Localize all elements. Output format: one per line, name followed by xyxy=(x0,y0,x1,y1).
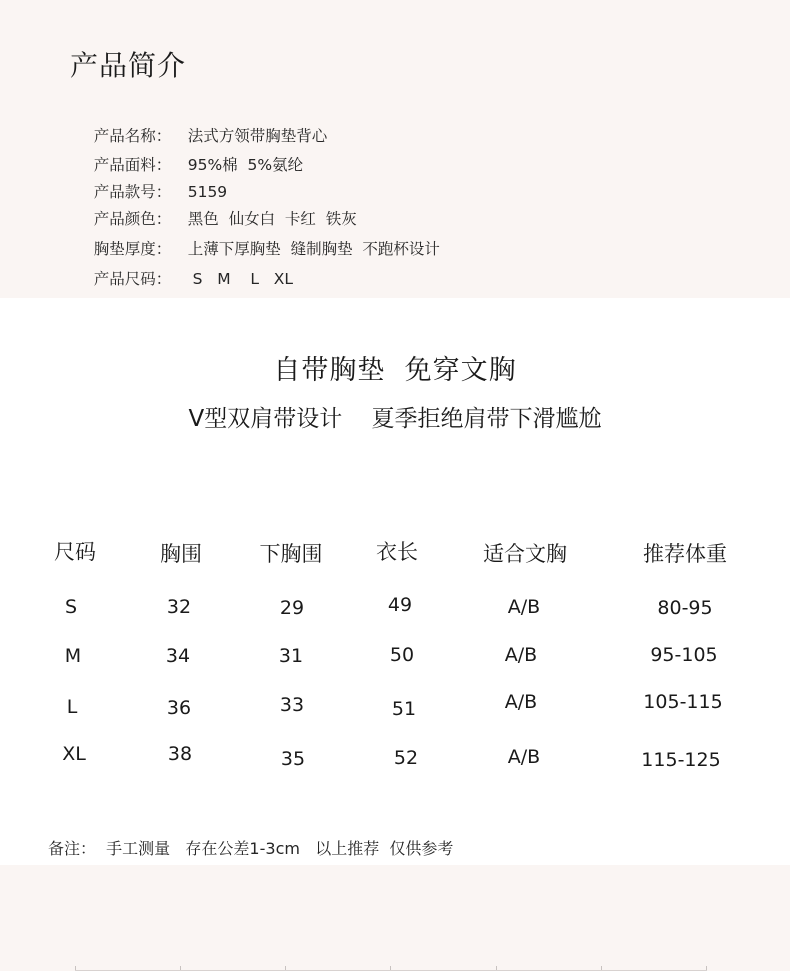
table-cell: S xyxy=(64,596,78,618)
column-header: 下胸围 xyxy=(259,542,323,566)
spec-key: 产品面料： xyxy=(93,156,172,174)
table-cell: 95-105 xyxy=(650,644,718,666)
spec-row-sizes xyxy=(74,249,293,307)
spec-key: 产品款号： xyxy=(93,183,172,201)
spec-key: 产品颜色： xyxy=(93,210,172,228)
spec-value: 上薄下厚胸垫 缝制胸垫 不跑杯设计 xyxy=(187,240,440,258)
spec-value: 黑色 仙女白 卡红 铁灰 xyxy=(187,210,357,228)
edge-tick xyxy=(601,966,602,971)
headline-primary: 自带胸垫 免穿文胸 xyxy=(273,355,517,386)
table-cell: A/B xyxy=(507,746,541,768)
column-header: 尺码 xyxy=(54,540,96,564)
table-cell: 34 xyxy=(165,645,191,667)
headline-secondary: V型双肩带设计 夏季拒绝肩带下滑尴尬 xyxy=(188,406,602,432)
table-cell: 49 xyxy=(387,594,413,616)
table-cell: L xyxy=(66,696,78,718)
table-cell: 35 xyxy=(280,748,306,770)
table-cell: 51 xyxy=(391,698,417,720)
spec-value: 法式方领带胸垫背心 xyxy=(187,127,328,145)
edge-tick xyxy=(75,966,76,971)
measurement-note: 备注： 手工测量 存在公差1-3cm 以上推荐 仅供参考 xyxy=(48,839,454,858)
edge-tick xyxy=(496,966,497,971)
table-cell: 38 xyxy=(167,743,193,765)
product-intro-section xyxy=(0,0,790,298)
bottom-section xyxy=(0,865,790,971)
table-cell: M xyxy=(64,645,82,667)
edge-tick xyxy=(180,966,181,971)
spec-key: 产品尺码： xyxy=(93,270,172,288)
spec-value: S M L XL xyxy=(187,270,294,288)
spec-key: 产品名称： xyxy=(93,127,172,145)
table-cell: 115-125 xyxy=(641,749,721,771)
edge-tick xyxy=(706,966,707,971)
spec-key: 胸垫厚度： xyxy=(93,240,172,258)
column-header: 适合文胸 xyxy=(483,542,567,566)
table-cell: A/B xyxy=(507,596,541,618)
table-cell: 32 xyxy=(166,596,192,618)
table-cell: 33 xyxy=(279,694,305,716)
column-header: 推荐体重 xyxy=(643,542,727,566)
table-cell: 52 xyxy=(393,747,419,769)
column-header: 衣长 xyxy=(376,540,418,564)
edge-tick xyxy=(390,966,391,971)
table-cell: 50 xyxy=(389,644,415,666)
spec-value: 95%棉 5%氨纶 xyxy=(187,156,304,174)
table-cell: 31 xyxy=(278,645,304,667)
table-cell: 105-115 xyxy=(643,691,723,713)
table-cell: XL xyxy=(62,743,86,765)
edge-tick xyxy=(285,966,286,971)
table-cell: A/B xyxy=(504,691,538,713)
spec-value: 5159 xyxy=(187,183,228,201)
next-section-edge xyxy=(75,966,707,971)
table-cell: 29 xyxy=(279,597,305,619)
intro-title: 产品简介 xyxy=(70,49,187,82)
table-cell: A/B xyxy=(504,644,538,666)
table-cell: 80-95 xyxy=(657,597,713,619)
column-header: 胸围 xyxy=(160,542,202,566)
table-cell: 36 xyxy=(166,697,192,719)
